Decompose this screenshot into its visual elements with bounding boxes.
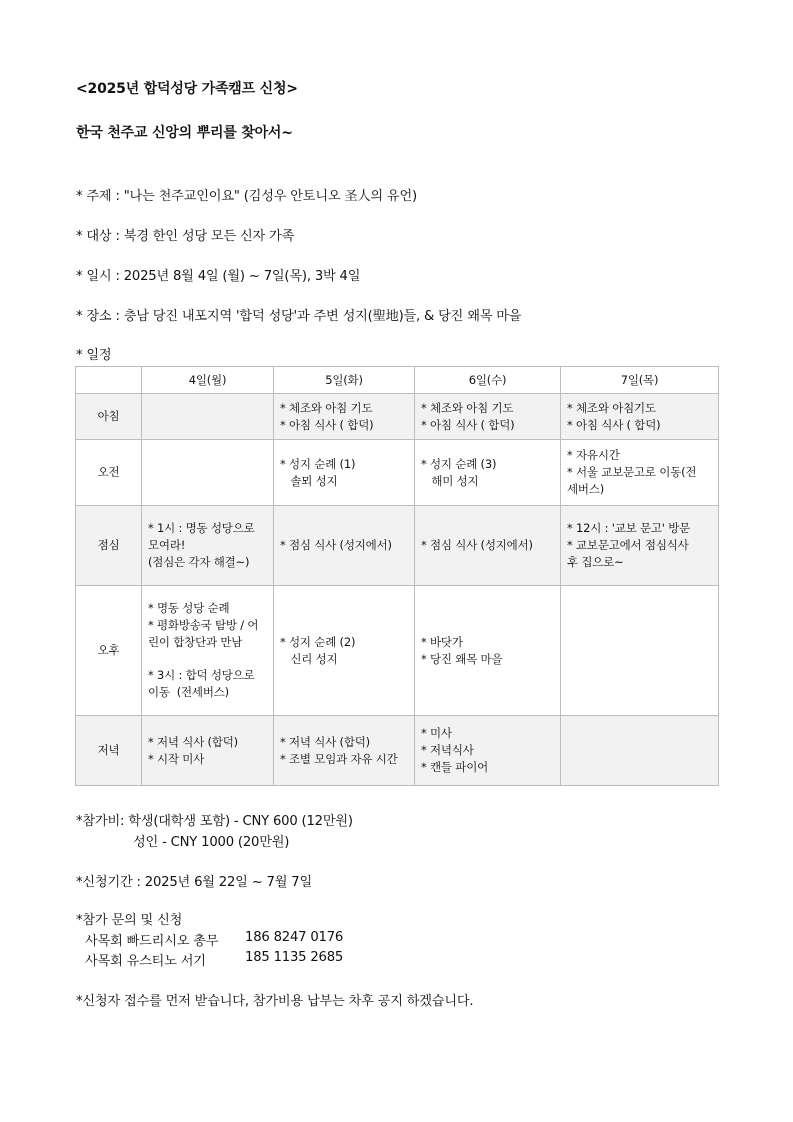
schedule-cell xyxy=(415,586,561,716)
contact-phone: 185 1135 2685 xyxy=(245,950,344,965)
schedule-cell xyxy=(561,440,719,506)
cell-line: * 자유시간 xyxy=(567,448,620,462)
cell-line: * 성지 순례 (3) xyxy=(421,456,497,471)
day-header: 7일(목) xyxy=(561,367,719,394)
schedule-row xyxy=(76,506,719,586)
cell-line: * 명동 성당 순례 xyxy=(148,601,230,615)
schedule-cell xyxy=(142,716,274,786)
cell-line: * 저녁 식사 (합덕) xyxy=(148,734,238,749)
schedule-cell xyxy=(415,394,561,440)
day-header: 4일(월) xyxy=(142,367,274,394)
cell-line: * 아침 식사 ( 합덕) xyxy=(280,417,374,432)
cell-line: * 캔들 파이어 xyxy=(421,760,489,774)
schedule-label: * 일정 xyxy=(76,348,112,363)
schedule-cell xyxy=(142,506,274,586)
page-subtitle: 한국 천주교 신앙의 뿌리를 찾아서~ xyxy=(76,125,293,141)
cell-line: 솔뫼 성지 xyxy=(280,473,338,488)
page-title: <2025년 합덕성당 가족캠프 신청> xyxy=(76,81,298,97)
cell-line: (점심은 각자 해결~) xyxy=(148,555,250,569)
fee-adult: 성인 - CNY 1000 (20만원) xyxy=(133,835,290,850)
cell-spacer xyxy=(148,651,267,667)
schedule-cell xyxy=(415,440,561,506)
info-date: * 일시 : 2025년 8월 4일 (월) ~ 7일(목), 3박 4일 xyxy=(76,269,361,284)
contact-label: *참가 문의 및 신청 xyxy=(76,913,183,928)
cell-line: * 조별 모임과 자유 시간 xyxy=(280,751,398,766)
schedule-table xyxy=(75,366,719,786)
schedule-row xyxy=(76,586,719,716)
schedule-row xyxy=(76,716,719,786)
cell-line: * 체조와 아침기도 xyxy=(567,400,656,415)
schedule-cell xyxy=(274,506,415,586)
schedule-header-row xyxy=(76,367,719,394)
info-theme: * 주제 : "나는 천주교인이요" (김성우 안토니오 圣人의 유언) xyxy=(76,189,417,204)
info-place: * 장소 : 충남 당진 내포지역 '합덕 성당'과 주변 성지(聖地)들, & 당진 왜목 마을 xyxy=(76,309,522,324)
schedule-body xyxy=(76,394,719,786)
day-header: 5일(화) xyxy=(274,367,415,394)
time-slot-label: 오전 xyxy=(76,440,142,506)
cell-line: * 당진 왜목 마을 xyxy=(421,651,503,666)
schedule-cell xyxy=(142,586,274,716)
application-period: *신청기간 : 2025년 6월 22일 ~ 7월 7일 xyxy=(76,875,312,890)
schedule-corner-cell xyxy=(76,367,142,394)
schedule-cell xyxy=(561,716,719,786)
cell-line: * 서울 교보문고로 이동(전 xyxy=(567,465,697,479)
cell-line: 후 집으로~ xyxy=(567,555,624,569)
schedule-cell xyxy=(415,716,561,786)
schedule-cell xyxy=(415,506,561,586)
cell-line: * 저녁식사 xyxy=(421,743,474,757)
cell-line: * 교보문고에서 점심식사 xyxy=(567,538,689,552)
cell-line: 이동 (전세버스) xyxy=(148,685,229,699)
schedule-cell xyxy=(274,586,415,716)
cell-line: * 성지 순례 (2) xyxy=(280,634,356,649)
cell-line: * 바닷가 xyxy=(421,634,463,649)
cell-line: * 3시 : 합덕 성당으로 xyxy=(148,668,255,682)
schedule-cell xyxy=(561,586,719,716)
cell-line: * 점심 식사 (성지에서) xyxy=(421,538,533,552)
cell-line: * 체조와 아침 기도 xyxy=(421,400,514,415)
schedule-cell xyxy=(274,440,415,506)
cell-line: * 미사 xyxy=(421,726,452,740)
time-slot-label: 점심 xyxy=(76,506,142,586)
cell-line: * 1시 : 명동 성당으로 xyxy=(148,521,255,535)
cell-line: * 아침 식사 ( 합덕) xyxy=(421,417,515,432)
schedule-cell xyxy=(142,394,274,440)
schedule-cell xyxy=(142,440,274,506)
contact-phone: 186 8247 0176 xyxy=(245,930,344,945)
fee-student: *참가비: 학생(대학생 포함) - CNY 600 (12만원) xyxy=(76,814,353,829)
schedule-cell xyxy=(274,394,415,440)
time-slot-label: 오후 xyxy=(76,586,142,716)
cell-line: 세버스) xyxy=(567,482,605,496)
time-slot-label: 아침 xyxy=(76,394,142,440)
contact-name: 사목회 빠드리시오 총무 xyxy=(85,934,219,949)
cell-line: * 체조와 아침 기도 xyxy=(280,400,373,415)
cell-line: 모여라! xyxy=(148,538,186,552)
day-header: 6일(수) xyxy=(415,367,561,394)
cell-line: * 평화방송국 탐방 / 어 xyxy=(148,618,259,632)
cell-line: * 점심 식사 (성지에서) xyxy=(280,538,392,552)
schedule-row xyxy=(76,440,719,506)
cell-line: * 성지 순례 (1) xyxy=(280,456,356,471)
cell-line: * 12시 : '교보 문고' 방문 xyxy=(567,521,691,535)
cell-line: 신리 성지 xyxy=(280,651,338,666)
cell-line: 린이 합창단과 만남 xyxy=(148,635,243,649)
schedule-row xyxy=(76,394,719,440)
info-target: * 대상 : 북경 한인 성당 모든 신자 가족 xyxy=(76,229,295,244)
schedule-cell xyxy=(561,506,719,586)
schedule-cell xyxy=(561,394,719,440)
cell-line: * 저녁 식사 (합덕) xyxy=(280,734,370,749)
contact-name: 사목회 유스티노 서기 xyxy=(85,954,206,969)
schedule-cell xyxy=(274,716,415,786)
cell-line: * 시작 미사 xyxy=(148,751,205,766)
cell-line: * 아침 식사 ( 합덕) xyxy=(567,417,661,432)
notice-text: *신청자 접수를 먼저 받습니다, 참가비용 납부는 차후 공지 하겠습니다. xyxy=(76,994,474,1009)
cell-line: 해미 성지 xyxy=(421,473,479,488)
time-slot-label: 저녁 xyxy=(76,716,142,786)
